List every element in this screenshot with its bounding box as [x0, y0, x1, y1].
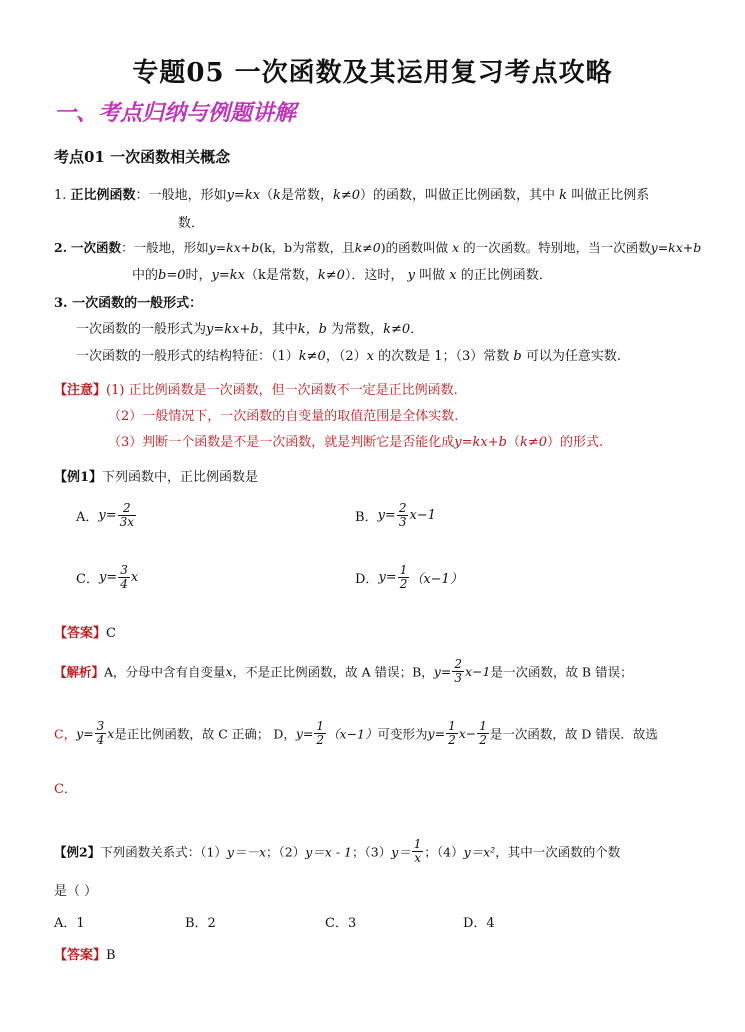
analysis-text: ，不是正比例函数，故 A 错误；B， [232, 664, 434, 680]
item2-line1 [54, 238, 701, 256]
analysis-text: 可变形为 [377, 726, 428, 742]
option-expr: y= [377, 508, 396, 523]
numerator: 2 [454, 657, 462, 671]
ex1-option-c [76, 564, 138, 591]
item2-expr3: y=kx [211, 268, 245, 283]
fraction [118, 564, 130, 591]
option-expr: y= [98, 508, 117, 523]
denominator: 4 [120, 577, 128, 591]
item2-text: 的一次函数。特别地，当一次函数 [463, 240, 651, 255]
numerator: 2 [118, 502, 136, 516]
option-expr: y= [98, 570, 118, 585]
option-label: D． [355, 572, 379, 587]
ex2-option-b: B．2 [185, 916, 216, 931]
ex2-text: ；（3） [352, 844, 392, 860]
option-expr: x [130, 570, 139, 585]
note-text: （ [506, 435, 520, 450]
fraction [397, 502, 409, 529]
item2-x2: x [449, 268, 457, 283]
numerator: 1 [316, 719, 325, 733]
item3-line2 [76, 345, 621, 364]
item1-text: ）的函数，叫做正比例函数，其中 [360, 188, 556, 203]
item2-text: ）．这时， [344, 268, 404, 283]
fraction [314, 720, 326, 747]
analysis-expr: x [107, 726, 115, 741]
item1-cond: k≠0 [332, 188, 360, 203]
fraction [118, 502, 136, 529]
analysis-expr: y= [427, 726, 446, 741]
item2-b0: b=0 [158, 268, 186, 283]
item2-text: 叫做 [419, 268, 446, 283]
fraction [412, 838, 424, 865]
item1-text: ：一般地，形如 [135, 188, 227, 203]
ex1-answer [54, 622, 116, 641]
item1-text: 是常数， [280, 188, 333, 203]
denominator: 2 [448, 733, 456, 747]
numerator: 1 [479, 719, 487, 733]
numerator: 3 [96, 719, 105, 733]
fraction [452, 658, 464, 685]
analysis-var: x [225, 664, 233, 679]
ex2-option-c: C．3 [325, 916, 357, 931]
numerator: 3 [120, 563, 128, 577]
note-text: (1) 正比例函数是一次函数，但一次函数不一定是正比例函数. [106, 383, 458, 398]
ex2-formula: y＝x - 1 [305, 844, 352, 860]
fraction [95, 720, 107, 747]
analysis-text: 是一次函数，故 D 错误．故选 [489, 726, 658, 742]
item1-expr: y=kx [226, 188, 261, 203]
numerator: 1 [413, 837, 422, 851]
denominator: 3x [119, 515, 135, 529]
item3-kb: k，b [297, 322, 327, 337]
item3-text: 一次函数的一般形式的结构特征：（1） [76, 349, 299, 364]
option-label: A． [76, 510, 99, 525]
item2-text: （k是常数， [244, 268, 318, 283]
analysis-expr: x−1 [464, 664, 491, 679]
item3-text: 一次函数的一般形式为 [76, 322, 207, 337]
note-line3 [108, 431, 603, 450]
ex1-option-a [76, 502, 137, 529]
section-heading: 一、考点归纳与例题讲解 [54, 101, 297, 126]
note-cond: k≠0 [519, 435, 548, 450]
option-expr: y= [378, 570, 397, 585]
answer-value: B [106, 948, 116, 963]
item1-k: k [273, 188, 281, 203]
item2-text: ：一般地，形如 [121, 240, 209, 255]
ex1-option-b [355, 502, 436, 529]
item3-b: b [513, 349, 522, 364]
note-label: 【注意】 [54, 383, 107, 398]
item2-text: 中的 [132, 268, 159, 283]
item2-expr: y=kx+b [208, 240, 260, 255]
note-line1 [54, 379, 458, 398]
analysis-label: 【解析】 [54, 664, 105, 680]
note-text: ）的形式. [547, 435, 604, 450]
numerator: 2 [398, 501, 407, 515]
analysis-text: C， [54, 726, 77, 742]
ex2-formula: y＝－x [226, 844, 267, 860]
note-line2: （2）一般情况下，一次函数的自变量的取值范围是全体实数. [108, 409, 459, 424]
ex2-answer [54, 944, 116, 963]
item2-text: )的函数叫做 [380, 240, 449, 255]
ex1-analysis-line3: C． [54, 782, 77, 797]
item2-cond2: k≠0 [317, 268, 345, 283]
denominator: 4 [96, 733, 105, 747]
item3-text: ，（2） [325, 349, 367, 364]
analysis-expr: y= [433, 664, 452, 679]
item3-cond: k≠0 [298, 349, 326, 364]
item1-k2: k [559, 188, 568, 203]
answer-label: 【答案】 [54, 948, 107, 963]
answer-value: C [106, 626, 116, 641]
item1-num: 1. [54, 188, 67, 203]
analysis-expr: y= [76, 726, 94, 741]
item1-term: 正比例函数 [70, 188, 136, 203]
item1-cont: 数． [178, 216, 205, 231]
denominator: x [414, 851, 421, 865]
ex1-option-d [355, 564, 463, 591]
fraction [477, 720, 489, 747]
analysis-text: A，分母中含有自变量 [104, 664, 226, 680]
analysis-expr: x− [458, 726, 477, 741]
ex2-text: ；（2） [266, 844, 306, 860]
option-label: B． [355, 510, 378, 525]
item3-text: ． [410, 322, 424, 337]
answer-label: 【答案】 [54, 626, 107, 641]
item2-text: (k，b为常数，且 [259, 240, 355, 255]
ex1-question [54, 466, 258, 485]
item3-heading: 3. 一次函数的一般形式： [54, 296, 203, 311]
denominator: 2 [316, 733, 325, 747]
ex2-option-a: A．1 [54, 916, 85, 931]
analysis-expr: y= [295, 726, 314, 741]
item3-expr: y=kx+b [206, 322, 259, 337]
item3-line1 [76, 318, 423, 337]
ex1-text: 下列函数中，正比例函数是 [102, 470, 259, 485]
ex2-label: 【例2】 [54, 844, 101, 860]
item2-cond: k≠0 [354, 240, 381, 255]
denominator: 2 [399, 577, 408, 591]
option-expr: x−1 [409, 508, 436, 523]
ex1-analysis-line1 [54, 658, 633, 685]
fraction [446, 720, 458, 747]
note-expr: y=kx+b [454, 435, 507, 450]
ex2-text: 下列函数关系式：（1） [100, 844, 227, 860]
page-title: 专题05 一次函数及其运用复习考点攻略 [132, 58, 613, 88]
ex2-formula: y＝ [391, 844, 411, 860]
item3-text: ，其中 [258, 322, 298, 337]
ex2-formula: y＝x² [463, 844, 496, 860]
ex2-text: ；（4） [424, 844, 464, 860]
numerator: 1 [448, 719, 456, 733]
ex1-analysis-line2 [54, 720, 658, 747]
ex1-label: 【例1】 [54, 470, 103, 485]
item3-text: 为常数， [331, 322, 384, 337]
analysis-expr: （x−1） [327, 726, 378, 742]
kaodian-title: 考点01 一次函数相关概念 [54, 148, 231, 166]
fraction [398, 564, 410, 591]
analysis-text: 是一次函数，故 B 错误； [490, 664, 633, 680]
denominator: 3 [398, 515, 407, 529]
item3-text: 的次数是 1；（3）常数 [378, 349, 510, 364]
item3-cond: k≠0 [383, 322, 411, 337]
ex2-option-d: D．4 [463, 916, 495, 931]
item2-term: 一次函数 [71, 240, 122, 255]
item2-line2 [132, 264, 552, 283]
denominator: 2 [479, 733, 487, 747]
analysis-text: 是正比例函数，故 C 正确； D， [114, 726, 296, 742]
item3-x: x [366, 349, 374, 364]
item2-text: 时， [185, 268, 212, 283]
item1-line1 [54, 184, 649, 203]
item2-text: 的正比例函数． [460, 268, 552, 283]
note-text: （3）判断一个函数是不是一次函数，就是判断它是否能化成 [108, 435, 455, 450]
item2-expr2: y=kx+b [650, 240, 702, 255]
ex2-question [54, 838, 620, 865]
denominator: 3 [454, 671, 462, 685]
ex2-question-cont: 是（ ） [54, 884, 98, 899]
item3-text: 可以为任意实数. [525, 349, 622, 364]
item2-x: x [452, 240, 460, 255]
item1-text: 叫做正比例系 [571, 188, 650, 203]
item2-num: 2. [54, 240, 68, 255]
numerator: 1 [399, 563, 408, 577]
ex2-text: ，其中一次函数的个数 [495, 844, 621, 860]
option-expr: （x−1） [410, 572, 463, 587]
item2-y: y [407, 268, 415, 283]
item1-text: （ [260, 188, 274, 203]
option-label: C． [76, 572, 99, 587]
